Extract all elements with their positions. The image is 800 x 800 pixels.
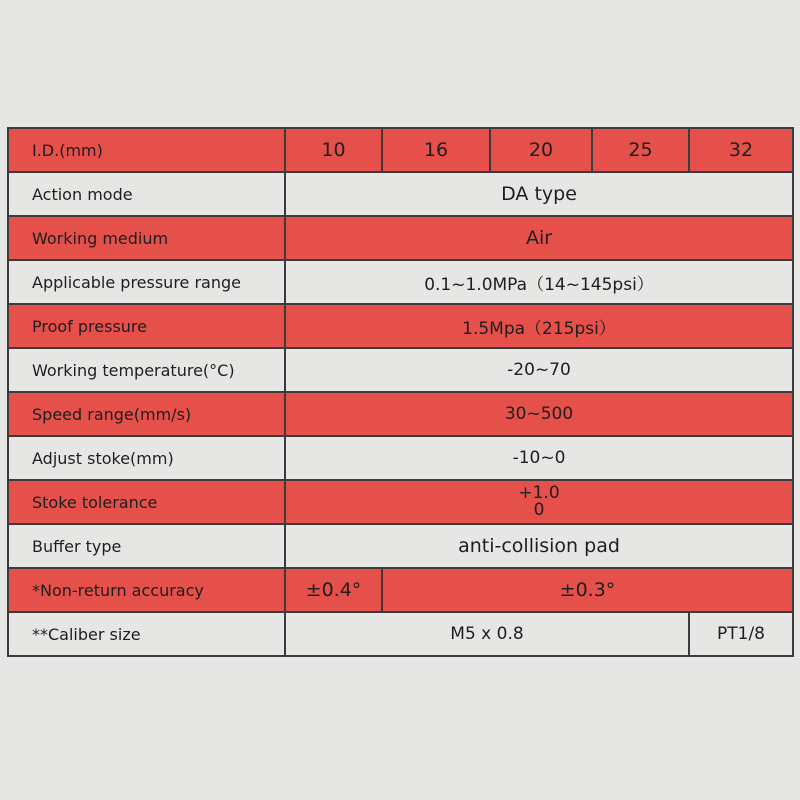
tolerance-upper: +1.0 bbox=[518, 483, 560, 503]
table-row bbox=[8, 172, 793, 216]
size-20: 20 bbox=[490, 128, 592, 172]
table-row bbox=[8, 524, 793, 568]
row-value: -10~0 bbox=[285, 436, 793, 480]
row-label: Working temperature(°C) bbox=[8, 348, 285, 392]
row-label: **Caliber size bbox=[8, 612, 285, 656]
row-value: 30~500 bbox=[285, 392, 793, 436]
row-value: 1.5Mpa（215psi） bbox=[285, 304, 793, 348]
table-row bbox=[8, 260, 793, 304]
table-row bbox=[8, 436, 793, 480]
row-value: -20~70 bbox=[285, 348, 793, 392]
row-value: ±0.3° bbox=[382, 568, 793, 612]
table-row bbox=[8, 216, 793, 260]
row-label: Speed range(mm/s) bbox=[8, 392, 285, 436]
table-row bbox=[8, 348, 793, 392]
row-value: Air bbox=[285, 216, 793, 260]
table-row bbox=[8, 480, 793, 524]
size-10: 10 bbox=[285, 128, 382, 172]
row-value: anti-collision pad bbox=[285, 524, 793, 568]
row-label: Applicable pressure range bbox=[8, 260, 285, 304]
table-row bbox=[8, 304, 793, 348]
row-value: M5 x 0.8 bbox=[285, 612, 689, 656]
row-value: DA type bbox=[285, 172, 793, 216]
size-32: 32 bbox=[689, 128, 793, 172]
row-value: ±0.4° bbox=[285, 568, 382, 612]
row-label: Adjust stoke(mm) bbox=[8, 436, 285, 480]
row-label: Proof pressure bbox=[8, 304, 285, 348]
row-value: PT1/8 bbox=[689, 612, 793, 656]
header-row bbox=[8, 128, 793, 172]
table-row bbox=[8, 568, 793, 612]
size-25: 25 bbox=[592, 128, 689, 172]
row-label: Action mode bbox=[8, 172, 285, 216]
spec-table bbox=[7, 127, 794, 657]
row-value-stacked bbox=[285, 480, 793, 524]
row-label: Stoke tolerance bbox=[8, 480, 285, 524]
size-16: 16 bbox=[382, 128, 490, 172]
row-label: Working medium bbox=[8, 216, 285, 260]
table-row bbox=[8, 392, 793, 436]
row-label-id: I.D.(mm) bbox=[8, 128, 285, 172]
table-row bbox=[8, 612, 793, 656]
row-label: *Non-return accuracy bbox=[8, 568, 285, 612]
tolerance-lower: 0 bbox=[533, 500, 545, 520]
row-label: Buffer type bbox=[8, 524, 285, 568]
row-value: 0.1~1.0MPa（14~145psi） bbox=[285, 260, 793, 304]
